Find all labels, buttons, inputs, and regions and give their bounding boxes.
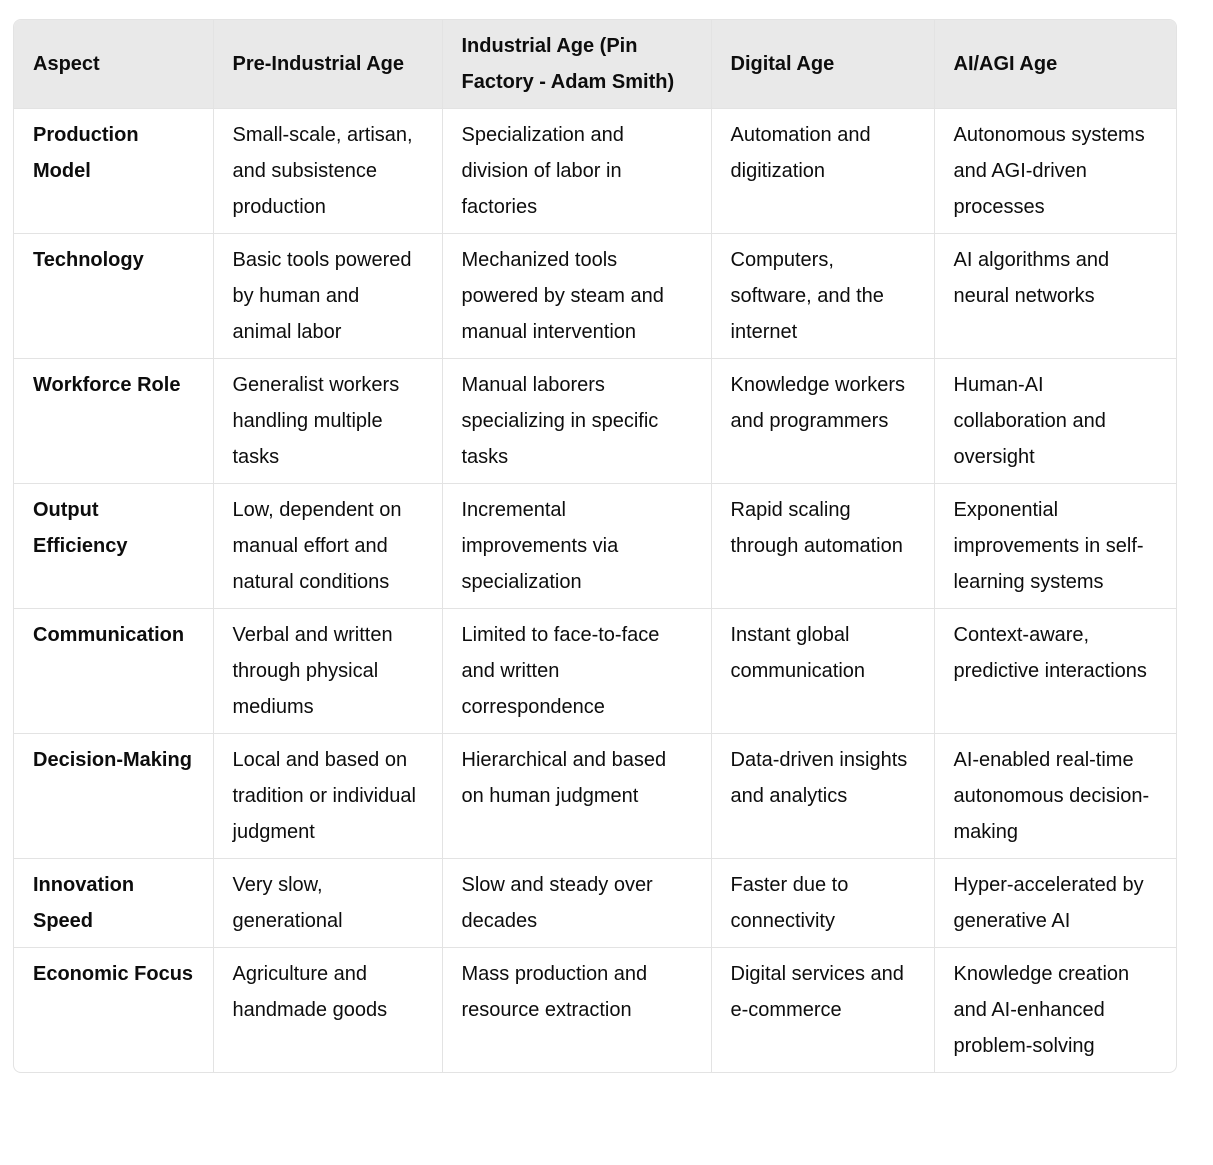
- header-row: [14, 20, 1176, 109]
- table-row: [14, 859, 1176, 948]
- row-header-cell: Innovation Speed: [14, 859, 213, 948]
- table-cell: Automation and digitization: [711, 109, 934, 234]
- table-cell: Low, dependent on manual effort and natural conditions: [213, 484, 442, 609]
- table-cell: Knowledge workers and programmers: [711, 359, 934, 484]
- row-header-cell: Decision-Making: [14, 734, 213, 859]
- table-cell: Rapid scaling through automation: [711, 484, 934, 609]
- table-body: [14, 109, 1176, 1073]
- table-cell: Limited to face-to-face and written correspondence: [442, 609, 711, 734]
- row-header-cell: Economic Focus: [14, 948, 213, 1073]
- table-header: [14, 20, 1176, 109]
- row-header-cell: Communication: [14, 609, 213, 734]
- table-cell: Context-aware, predictive interactions: [934, 609, 1176, 734]
- row-header-cell: Workforce Role: [14, 359, 213, 484]
- table-cell: Incremental improvements via specialization: [442, 484, 711, 609]
- table-cell: Agriculture and handmade goods: [213, 948, 442, 1073]
- row-header-cell: Output Efficiency: [14, 484, 213, 609]
- table-cell: Instant global communication: [711, 609, 934, 734]
- table-cell: Mass production and resource extraction: [442, 948, 711, 1073]
- table-row: [14, 948, 1176, 1073]
- table-row: [14, 234, 1176, 359]
- table-row: [14, 734, 1176, 859]
- table-cell: Verbal and written through physical mediums: [213, 609, 442, 734]
- table-cell: Faster due to connectivity: [711, 859, 934, 948]
- column-header-pre-industrial-age: Pre-Industrial Age: [213, 20, 442, 109]
- comparison-table-container: [13, 19, 1177, 1073]
- table-cell: Hyper-accelerated by generative AI: [934, 859, 1176, 948]
- table-cell: AI algorithms and neural networks: [934, 234, 1176, 359]
- table-cell: Local and based on tradition or individual judgment: [213, 734, 442, 859]
- table-row: [14, 609, 1176, 734]
- table-cell: Hierarchical and based on human judgment: [442, 734, 711, 859]
- table-row: [14, 484, 1176, 609]
- column-header-ai-agi-age: AI/AGI Age: [934, 20, 1176, 109]
- table-cell: Manual laborers specializing in specific tasks: [442, 359, 711, 484]
- table-cell: Data-driven insights and analytics: [711, 734, 934, 859]
- table-cell: Small-scale, artisan, and subsistence production: [213, 109, 442, 234]
- table-row: [14, 359, 1176, 484]
- column-header-industrial-age: Industrial Age (Pin Factory - Adam Smith): [442, 20, 711, 109]
- row-header-cell: Production Model: [14, 109, 213, 234]
- table-cell: AI-enabled real-time autonomous decision-making: [934, 734, 1176, 859]
- table-cell: Computers, software, and the internet: [711, 234, 934, 359]
- table-cell: Generalist workers handling multiple tasks: [213, 359, 442, 484]
- table-cell: Basic tools powered by human and animal labor: [213, 234, 442, 359]
- table-cell: Autonomous systems and AGI-driven processes: [934, 109, 1176, 234]
- row-header-cell: Technology: [14, 234, 213, 359]
- table-row: [14, 109, 1176, 234]
- column-header-digital-age: Digital Age: [711, 20, 934, 109]
- table-cell: Specialization and division of labor in factories: [442, 109, 711, 234]
- column-header-aspect: Aspect: [14, 20, 213, 109]
- table-cell: Very slow, generational: [213, 859, 442, 948]
- table-cell: Exponential improvements in self-learning systems: [934, 484, 1176, 609]
- table-cell: Mechanized tools powered by steam and manual intervention: [442, 234, 711, 359]
- table-cell: Digital services and e-commerce: [711, 948, 934, 1073]
- table-cell: Human-AI collaboration and oversight: [934, 359, 1176, 484]
- comparison-table: [14, 20, 1176, 1072]
- table-cell: Knowledge creation and AI-enhanced problem-solving: [953, 963, 1130, 1057]
- table-cell: Slow and steady over decades: [442, 859, 711, 948]
